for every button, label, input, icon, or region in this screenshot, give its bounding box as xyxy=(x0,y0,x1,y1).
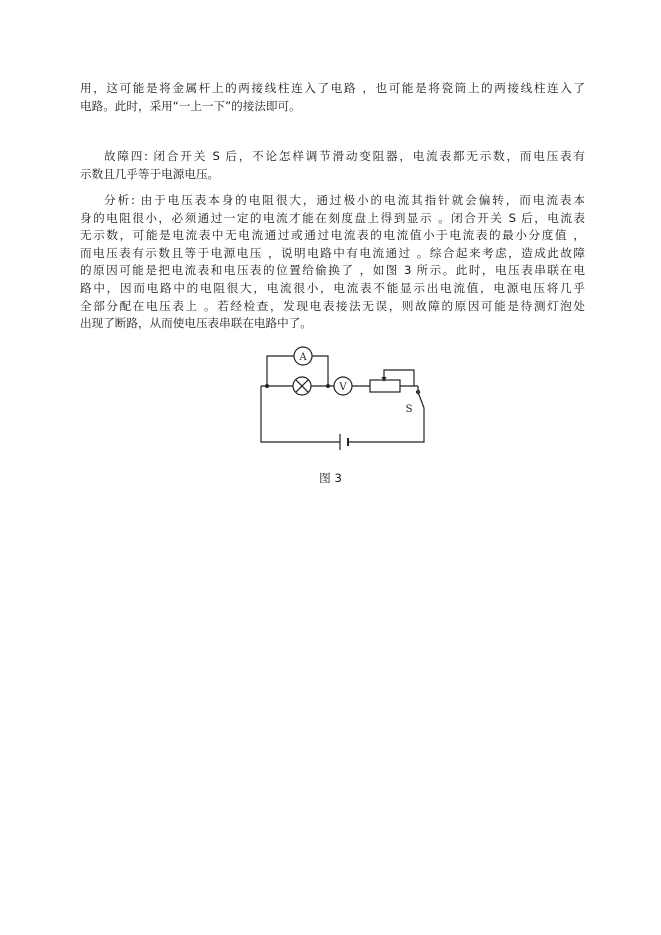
text-line: 分析: 由于电压表本身的电阻很大，通过极小的电流其指针就会偏转，而电流表本 xyxy=(104,193,585,207)
paragraph-fault-four xyxy=(80,148,585,183)
circuit-wire xyxy=(348,408,424,442)
junction-dot xyxy=(265,384,269,388)
text-line: 的原因可能是把电流表和电压表的位置给偷换了 ，如图 3 所示。此时，电压表串联在电 xyxy=(80,263,585,278)
figure-caption: 图 3 xyxy=(319,471,342,485)
circuit-wire xyxy=(312,356,328,386)
lamp-cross xyxy=(296,380,309,393)
text-line: 身的电阻很小，必须通过一定的电流才能在刻度盘上得到显示 。闭合开关 S 后，电流表 xyxy=(80,210,585,225)
paragraph-analysis xyxy=(80,192,585,333)
switch-label: S xyxy=(405,404,413,415)
text-line: 全部分配在电压表上 。若经检查，发现电表接法无误，则故障的原因可能是待测灯泡处 xyxy=(80,298,585,313)
text-line: 电路。此时，采用“一上一下”的接法即可。 xyxy=(80,98,301,113)
rheostat-slider xyxy=(384,370,414,386)
circuit-diagram xyxy=(258,346,434,450)
voltmeter-label: V xyxy=(339,382,347,393)
text-line: 故障四: 闭合开关 S 后，不论怎样调节滑动变阻器，电流表都无示数，而电压表有 xyxy=(104,149,585,163)
paragraph-continuation xyxy=(80,80,585,115)
switch-blade xyxy=(418,392,424,408)
circuit-wire xyxy=(267,356,294,386)
text-line: 路中，因而电路中的电阻很大，电流很小，电流表不能显示出电流值，电源电压将几乎 xyxy=(80,280,585,295)
rheostat-resistor xyxy=(370,380,400,392)
text-line: 而电压表有示数且等于电源电压 ，说明电路中有电流通过 。综合起来考虑，造成此故障 xyxy=(80,245,585,260)
junction-dot xyxy=(326,384,330,388)
text-line: 出现了断路，从而使电压表串联在电路中了。 xyxy=(80,316,312,331)
text-line: 示数且几乎等于电源电压。 xyxy=(80,166,220,181)
text-line: 用，这可能是将金属杆上的两接线柱连入了电路 ，也可能是将瓷筒上的两接线柱连入了 xyxy=(80,81,585,95)
ammeter-label: A xyxy=(299,352,307,363)
text-line: 无示数，可能是电流表中无电流通过或通过电流表的电流值小于电流表的最小分度值 ， xyxy=(80,228,585,243)
